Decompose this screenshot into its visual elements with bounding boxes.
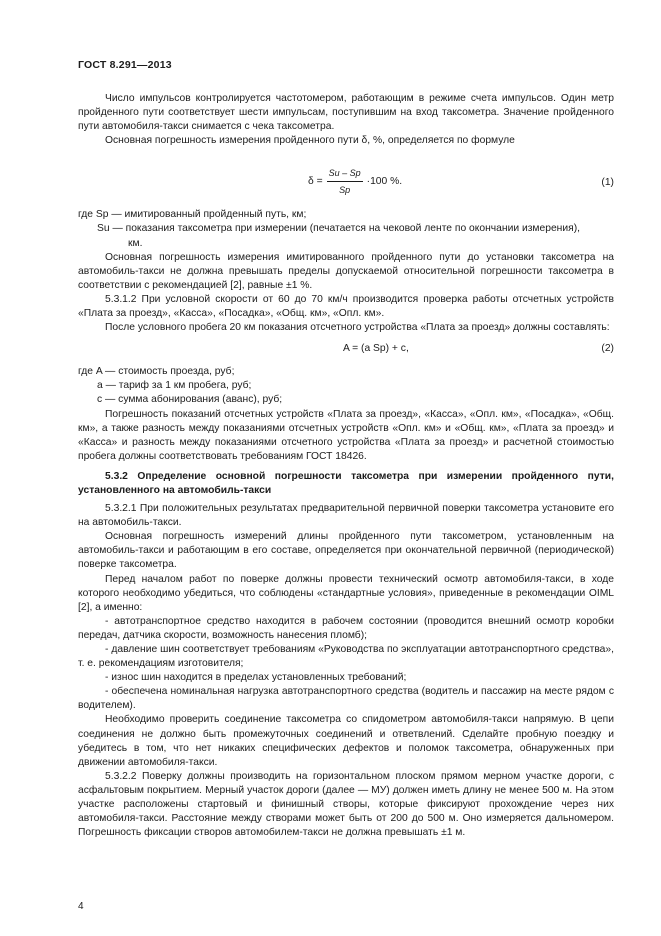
definition-c: c — сумма абонирования (аванс), руб; [97,394,283,406]
formula-1-fraction [327,166,363,197]
formula-1-lhs: δ = [308,175,323,187]
formula-2 [78,335,614,365]
list-item: - обеспечена номинальная нагрузка автотранспортного средства (водитель и пассажир на месте рядом с водителем). [78,686,614,712]
formula-2-expression: A = (a Sp) + c, [343,343,409,355]
paragraph-main-error: Основная погрешность измерений длины пройденного пути таксометром, установленным на автомобиль-такси и работающим в его составе, определяется при окончательной первичной (периодической) поверке таксометра. [78,531,614,571]
definition-sp: где Sp — имитированный пройденный путь, км; [78,209,307,221]
formula-1-number: (1) [601,177,614,189]
paragraph-5-3-1-2: 5.3.1.2 При условной скорости от 60 до 70 км/ч производится проверка работы отсчетных устройств «Плата за проезд», «Касса», «Посадка», «Общ. км», «Опл. км». [78,293,614,320]
paragraph-connection-check: Необходимо проверить соединение таксометра со спидометром автомобиля-такси напрямую. В цепи соединения не должно быть промежуточных соединений и ответвлений. Сделайте пробную поездку и убедитесь в том, что нет никаких специфических дефектов и поломок таксометра, обнаруженных при движении автомобиля-такси. [78,714,614,768]
formula-1 [78,152,614,208]
paragraph-5-3-2-2: 5.3.2.2 Поверку должны производить на горизонтальном плоском прямом мерном участке дороги, с асфальтовым покрытием. Мерный участок дороги (далее — МУ) должен иметь длину не менее 500 м. На этом участке расположены стартовый и финишный створы, которые фиксируют прохождение через них автомобиля-такси. Расстояние между створами может быть от 200 до 500 м. Оно измеряется дальномером. Погрешность фиксации створов автомобилем-такси не должна превышать ±1 м. [78,770,614,839]
paragraph-5-3-2-1: 5.3.2.1 При положительных результатах предварительной первичной поверки таксометра установите его на автомобиль-такси. [78,503,614,529]
paragraph-reading-errors: Погрешность показаний отсчетных устройств «Плата за проезд», «Касса», «Опл. км», «Посадка», «Общ. км», а также разность между показаниями отсчетных устройств «Опл. км» и «Общ. км», «Плата за проезд» и «Касса» и разность между показаниями отсчетного устройства «Плата за проезд» и расчетной стоимостью пробега должны соответствовать требованиям ГОСТ 18426. [78,408,614,462]
definition-su-continuation: км. [128,237,143,249]
formula-1-rhs: ·100 %. [366,175,403,187]
definitions-1 [78,208,614,250]
formula-2-number: (2) [601,343,614,355]
list-item: - износ шин находится в пределах установленных требований; [105,672,407,684]
page-content [78,92,614,840]
definitions-2 [78,365,614,407]
document-header: ГОСТ 8.291—2013 [78,59,172,71]
section-title-5-3-2: 5.3.2 Определение основной погрешности таксометра при измерении пройденного пути, установленного на автомобиль-такси [78,470,614,496]
paragraph-error-formula-intro: Основная погрешность измерения пройденного пути δ, %, определяется по формуле [105,135,515,147]
page-number: 4 [78,901,84,912]
list-item: - давление шин соответствует требованиям «Руководства по эксплуатации автотранспортного средства», т. е. рекомендациям изготовителя; [78,644,614,670]
paragraph-simulated-error: Основная погрешность измерения имитированного пройденного пути до установки таксометра на автомобиль-такси не должна превышать пределы допускаемой относительной погрешности таксометра в соответствии с рекомендацией [2], равные ±1 %. [78,251,614,291]
list-item: - автотранспортное средство находится в рабочем состоянии (проводится внешний осмотр коробки передач, датчика скорости, возможность нанесения пломб); [78,615,614,641]
paragraph-conditional-run: После условного пробега 20 км показания отсчетного устройства «Плата за проезд» должны составлять: [105,322,610,334]
paragraph-pulse-count: Число импульсов контролируется частотомером, работающим в режиме счета импульсов. Один метр пройденного пути соответствует шести импульсам, поступившим на вход таксометра. Значение пройденного пути автомобиля-такси снимается с чека таксометра. [78,93,614,133]
paragraph-technical-inspection: Перед началом работ по поверке должны провести технический осмотр автомобиля-такси, в ходе которого необходимо убедиться, что соблюдены «стандартные условия», приведенные в рекомендации OIML [2], а именно: [78,573,614,613]
definition-su: Su — показания таксометра при измерении (печатается на чековой ленте по окончании измерения), [97,223,580,235]
formula-1-denominator: Sp [339,185,351,196]
definition-a-capital: где A — стоимость проезда, руб; [78,366,235,378]
formula-1-numerator: Su – Sp [327,166,363,182]
definition-a: a — тариф за 1 км пробега, руб; [97,380,252,392]
